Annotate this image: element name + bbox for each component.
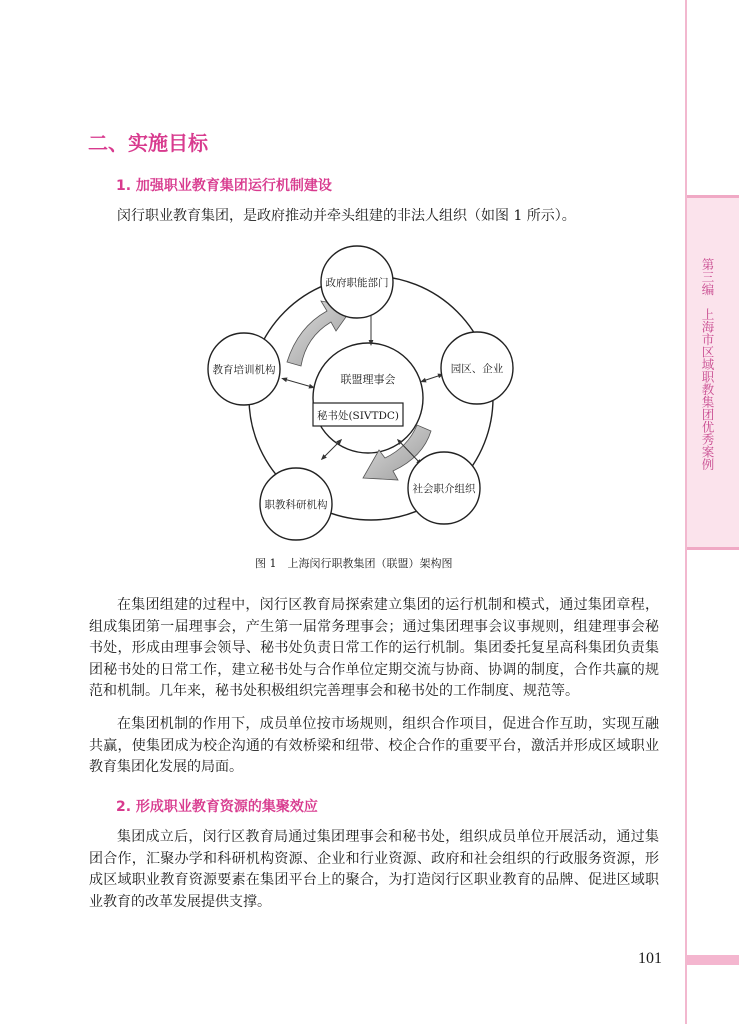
node-park-label: 园区、企业	[450, 363, 504, 375]
link-research-center	[323, 441, 340, 458]
center-label: 联盟理事会	[340, 373, 396, 386]
paragraph-2: 在集团机制的作用下，成员单位按市场规则，组织合作项目，促进合作互助，实现互融共赢，使集团成为校企沟通的有效桥梁和纽带、校企合作的重要平台，激活并形成区域职业教育集团化发展的局面。	[89, 716, 659, 775]
link-training-center	[284, 379, 312, 387]
node-social-label: 社会职介组织	[412, 483, 476, 495]
center-box-label: 秘书处(SIVTDC)	[316, 410, 400, 422]
subsection-title-2: 2. 形成职业教育资源的集聚效应	[116, 799, 318, 815]
figure-caption: 图 1 上海闵行职教集团（联盟）架构图	[255, 557, 453, 570]
center-circle	[313, 343, 423, 453]
node-gov-label: 政府职能部门	[325, 277, 389, 289]
node-research-label: 职教科研机构	[264, 499, 328, 511]
paragraph-1: 在集团组建的过程中，闵行区教育局探索建立集团的运行机制和模式，通过集团章程，组成集团第一届理事会，产生第一届常务理事会；通过集团理事会议事规则，组建理事会秘书处，形成由理事会领导、秘书处负责日常工作的运行机制。集团委托复星高科集团负责集团秘书处的日常工作，建立秘书处与合作单位定期交流与协商、协调的制度，合作共赢的规范和机制。几年来，秘书处积极组织完善理事会和秘书处的工作制度、规范等。	[89, 597, 659, 699]
subsection-title-1: 1. 加强职业教育集团运行机制建设	[116, 178, 332, 194]
node-training-label: 教育培训机构	[212, 364, 276, 376]
link-park-center	[423, 375, 441, 381]
architecture-diagram	[195, 245, 535, 545]
side-tab-label: 第三编 上海市区域职教集团优秀案例	[700, 258, 715, 471]
section-title: 二、实施目标	[88, 131, 208, 155]
side-decor-bar	[687, 955, 739, 965]
intro-paragraph: 闵行职业教育集团，是政府推动并牵头组建的非法人组织（如图 1 所示）。	[117, 208, 576, 224]
paragraph-3: 集团成立后，闵行区教育局通过集团理事会和秘书处，组织成员单位开展活动，通过集团合作，汇聚办学和科研机构资源、企业和行业资源、政府和社会组织的行政服务资源，形成区域职业教育资源要素在集团平台上的聚合，为打造闵行区职业教育的品牌、促进区域职业教育的改革发展提供支撑。	[89, 829, 659, 910]
page-number: 101	[638, 950, 662, 967]
